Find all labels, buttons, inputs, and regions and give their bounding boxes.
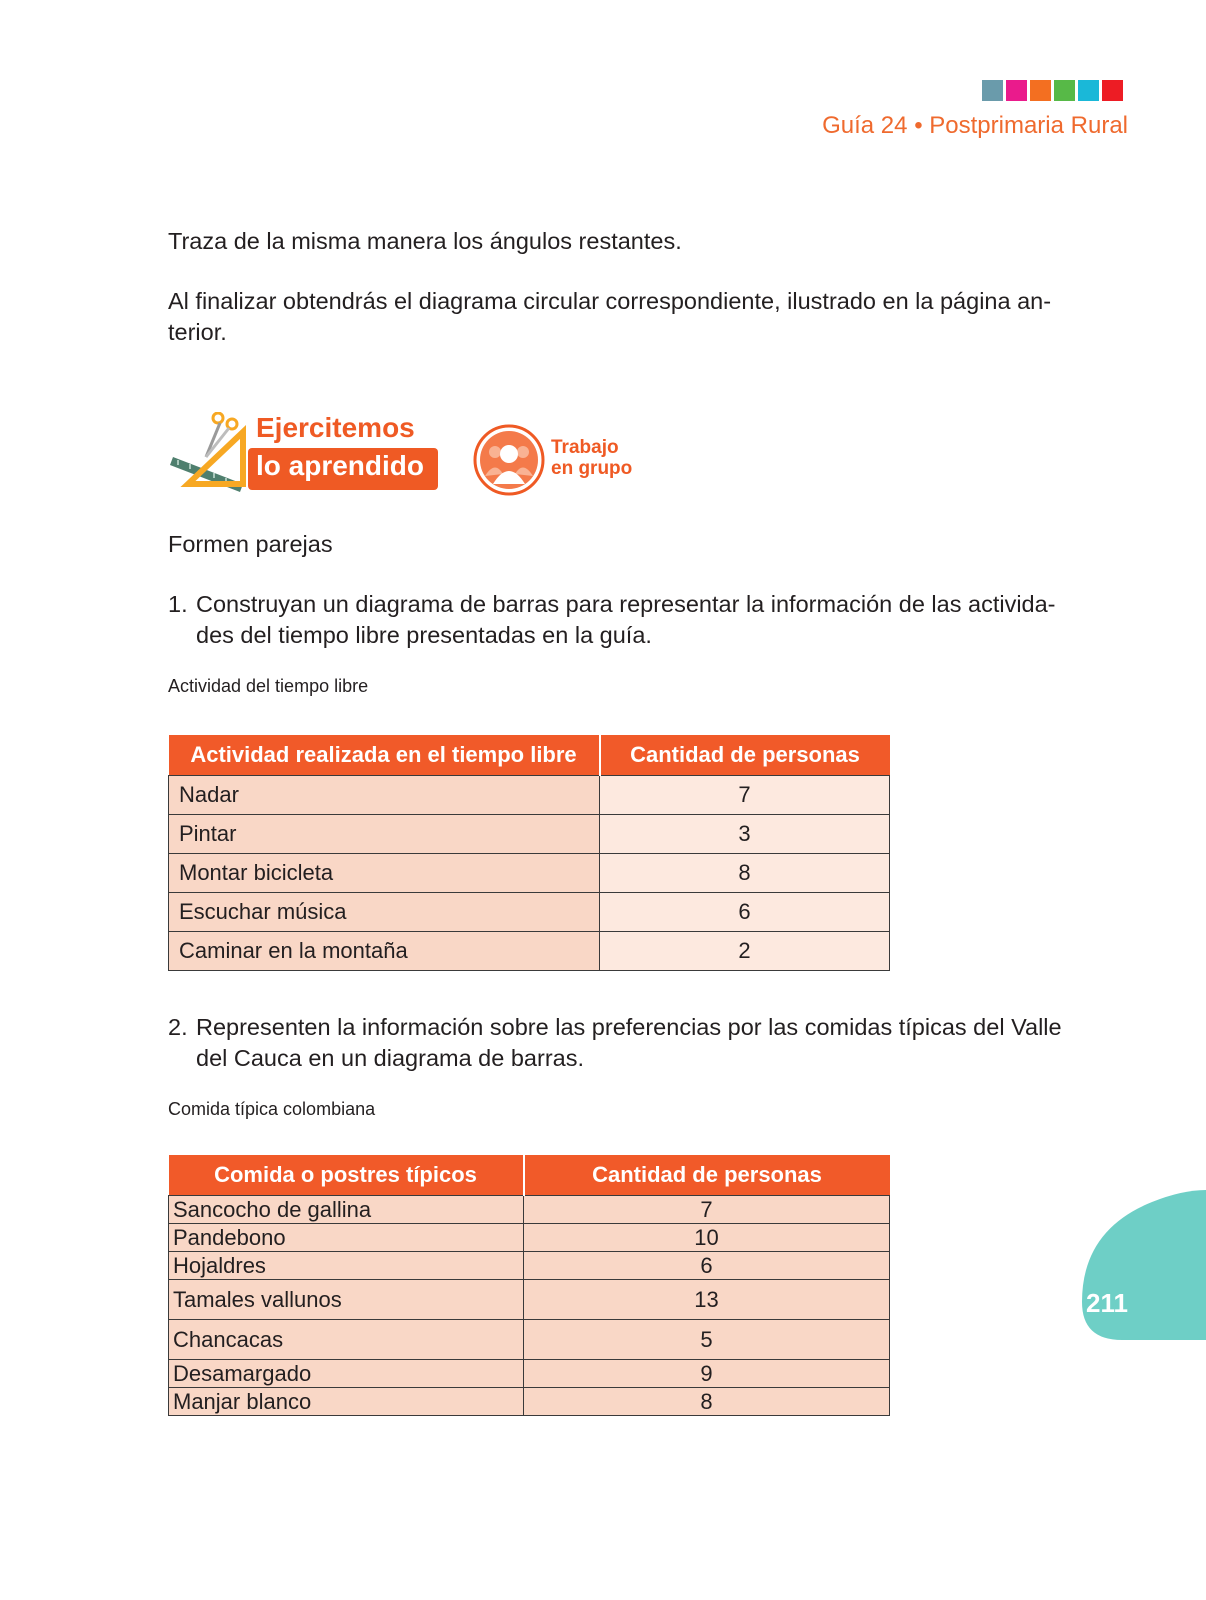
group-work-label-line-1: Trabajo [551,437,619,458]
group-work-badge [473,424,673,500]
intro-paragraph-2-line-2: terior. [168,319,227,345]
item-2-number: 2. [168,1014,188,1040]
activity-cell: Montar bicicleta [169,854,600,893]
table-header-row [169,1155,890,1196]
leisure-activities-table [168,735,890,971]
intro-paragraph-2-line-1: Al finalizar obtendrás el diagrama circular correspondiente, ilustrado en la página an- [168,288,1052,314]
count-cell: 8 [600,854,890,893]
item-1-line-1: Construyan un diagrama de barras para representar la información de las activida- [196,591,1056,617]
table-row [169,1224,890,1252]
column-header-food: Comida o postres típicos [169,1155,524,1196]
table-row [169,893,890,932]
count-cell: 6 [524,1252,890,1280]
food-cell: Chancacas [169,1320,524,1360]
program-label: Postprimaria Rural [929,112,1128,139]
color-square-5 [1078,80,1099,101]
color-square-2 [1006,80,1027,101]
table-row [169,1320,890,1360]
item-2-line-2: del Cauca en un diagrama de barras. [196,1045,584,1071]
ruler-scissors-icon [168,412,258,492]
food-cell: Manjar blanco [169,1388,524,1416]
column-header-count: Cantidad de personas [600,735,890,776]
color-square-1 [982,80,1003,101]
activity-cell: Caminar en la montaña [169,932,600,971]
running-header [822,112,1128,140]
item-1-line-2: des del tiempo libre presentadas en la guía. [196,622,652,648]
count-cell: 10 [524,1224,890,1252]
count-cell: 3 [600,815,890,854]
group-work-label-line-2: en grupo [551,458,633,479]
food-cell: Pandebono [169,1224,524,1252]
exercise-badge [168,412,448,502]
table-row [169,776,890,815]
item-1-number: 1. [168,591,188,617]
exercise-title-line-1: Ejercitemos [256,412,415,443]
activity-cell: Nadar [169,776,600,815]
table-row [169,1252,890,1280]
table-row [169,1280,890,1320]
exercise-title-line-2: lo aprendido [256,450,424,481]
color-square-3 [1030,80,1051,101]
column-header-activity: Actividad realizada en el tiempo libre [169,735,600,776]
food-cell: Sancocho de gallina [169,1196,524,1224]
header-separator: • [914,112,923,139]
column-header-count: Cantidad de personas [524,1155,890,1196]
count-cell: 5 [524,1320,890,1360]
food-cell: Hojaldres [169,1252,524,1280]
table-1-caption: Actividad del tiempo libre [168,676,369,696]
count-cell: 9 [524,1360,890,1388]
table-2-caption: Comida típica colombiana [168,1099,376,1119]
count-cell: 13 [524,1280,890,1320]
instruction-text: Formen parejas [168,531,333,557]
color-square-6 [1102,80,1123,101]
table-row [169,815,890,854]
table-row [169,1388,890,1416]
color-strip [982,80,1123,101]
food-cell: Desamargado [169,1360,524,1388]
table-row [169,932,890,971]
count-cell: 2 [600,932,890,971]
count-cell: 6 [600,893,890,932]
intro-paragraph-1: Traza de la misma manera los ángulos restantes. [168,228,682,254]
typical-food-table [168,1155,890,1416]
item-2-line-1: Representen la información sobre las preferencias por las comidas típicas del Valle [196,1014,1062,1040]
color-square-4 [1054,80,1075,101]
activity-cell: Pintar [169,815,600,854]
count-cell: 8 [524,1388,890,1416]
guide-label: Guía 24 [822,112,908,139]
food-cell: Tamales vallunos [169,1280,524,1320]
table-header-row [169,735,890,776]
table-row [169,854,890,893]
table-row [169,1196,890,1224]
table-row [169,1360,890,1388]
activity-cell: Escuchar música [169,893,600,932]
count-cell: 7 [600,776,890,815]
group-people-icon [473,424,545,496]
page-number: 211 [1086,1288,1128,1318]
count-cell: 7 [524,1196,890,1224]
